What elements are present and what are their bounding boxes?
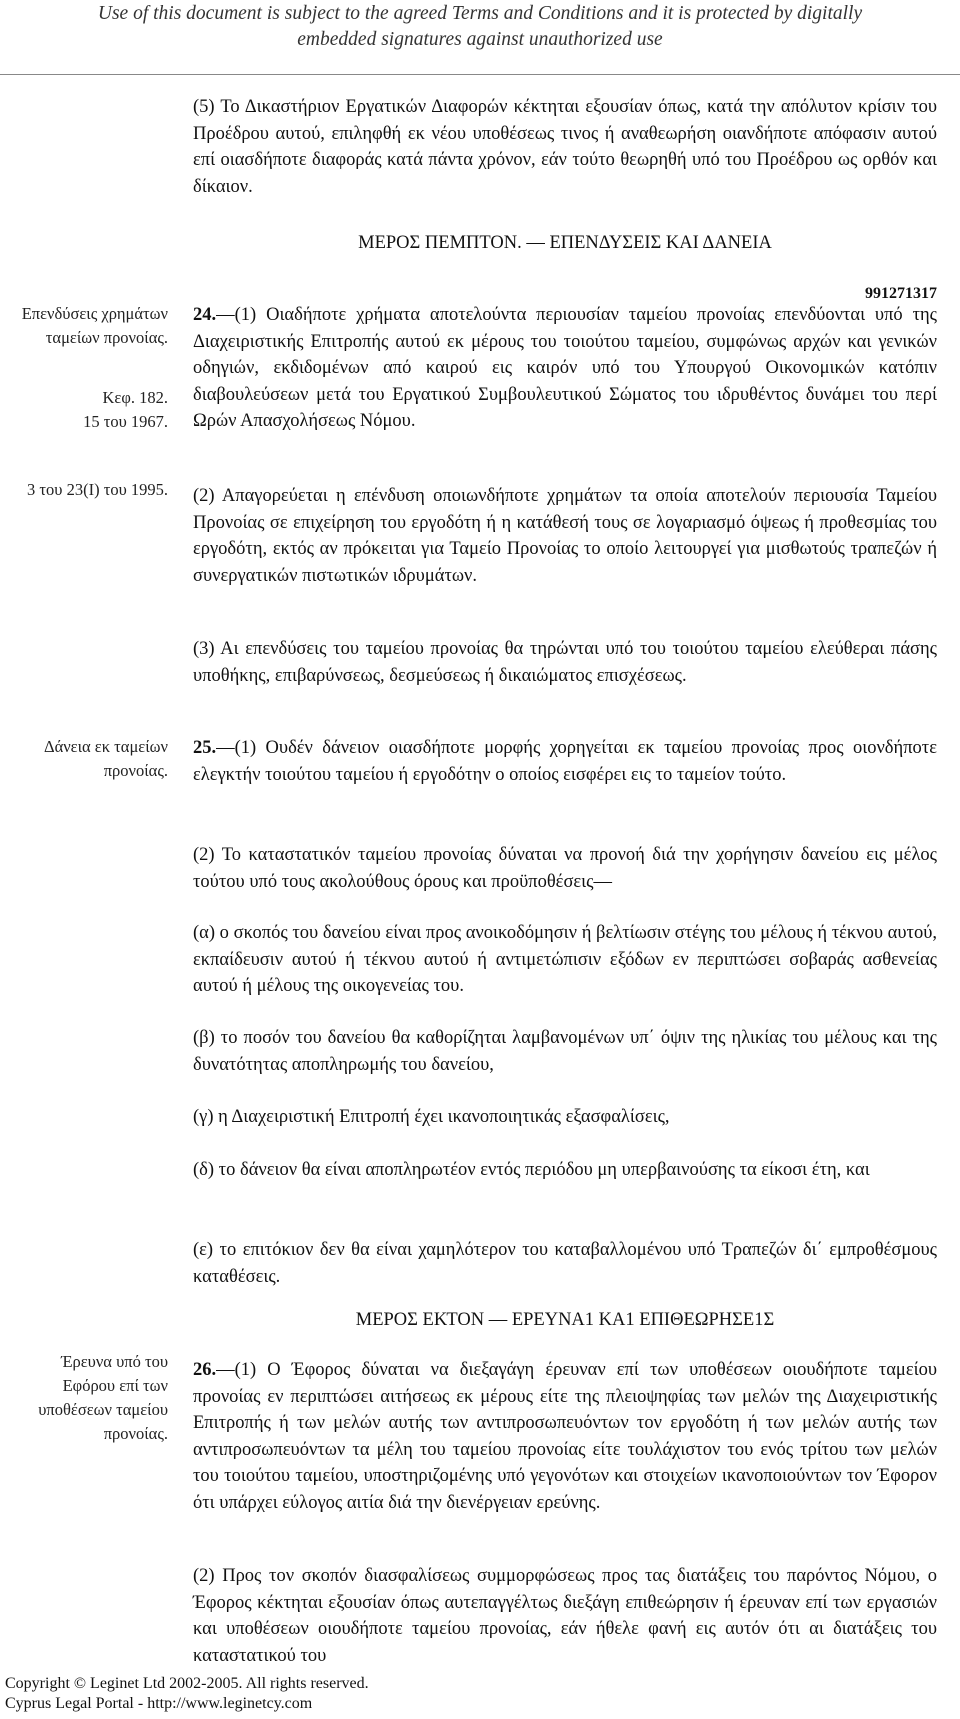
margin-note-loans: Δάνεια εκ ταμείων προνοίας.: [43, 737, 168, 780]
paragraph-5-text: (5) Το Δικαστήριον Εργατικών Διαφορών κέκτηται εξουσίαν όπως, κατά την απόλυτον κρίσιν του Προέδρου αυτού, επιληφθή εκ νέου υποθέσεως τινος ή αναθεωρήση οιανδήποτε απόφασιν αυτού επί οιασδήποτε διαφοράς κατά πάντα χρόνον, εάν τούτο θεωρηθή υπό του Προέδρου ως ορθόν και δίκαιον.: [193, 97, 937, 197]
section-25-item-c: [193, 1104, 937, 1131]
section-25-number: 25.: [193, 738, 217, 758]
footer-copyright: Copyright © Leginet Ltd 2002-2005. All rights reserved.: [5, 1675, 369, 1692]
section-24-p1-text: —(1) Οιαδήποτε χρήματα αποτελούντα περιουσίαν ταμείου προνοίας επενδύονται υπό της Διαχειριστικής Επιτροπής αυτού εκ μέρους του τοιούτου ταμείου, συμφώνως αρχών και γενικών οδηγιών, εκδιδομένων από καιρού εις καιρόν υπό του Υπουργού Οικονομικών κατόπιν διαβουλεύσεων μετά του Εργατικού Συμβουλευτικού Σώματος του ιδρυθέντος δυνάμει του περί Ωρών Απασχολήσεως Νόμου.: [193, 305, 937, 431]
margin-note-law-1995: 3 του 23(Ι) του 1995.: [27, 480, 168, 499]
section-25-paragraph-2: [193, 842, 937, 895]
section-25-item-a: [193, 920, 937, 1000]
footer: [5, 1674, 505, 1714]
section-25-p1-text: —(1) Ουδέν δάνειον οιασδήποτε μορφής χορηγείται εκ ταμείου προνοίας προς οιονδήποτε ελεγκτήν τοιούτου ταμείου ή εργοδότην ο οποίος εισφέρει εις το ταμείον τούτο.: [193, 738, 937, 785]
section-25-b-text: (β) το ποσόν του δανείου θα καθορίζηται λαμβανομένων υπ΄ όψιν της ηλικίας του μέλους και της δυνατότητας αποπληρωμής του δανείου,: [193, 1028, 937, 1075]
section-26-number: 26.: [193, 1360, 217, 1380]
section-24-p2-text: (2) Απαγορεύεται η επένδυση οποιωνδήποτε χρημάτων τα οποία αποτελούν περιουσία Ταμείου Προνοίας σε επιχείρηση του εργοδότη ή η κατάθεσή τους σε λογαριασμό όψεως ή προθεσμίας του εργοδότη, εκτός αν πρόκειται για Ταμείο Προνοίας το οποίο λειτουργεί για μισθωτούς τραπεζών ή συνεργατικών πιστωτικών ιδρυμάτων.: [193, 486, 937, 586]
section-25-e-text: (ε) το επιτόκιον δεν θα είναι χαμηλότερον του καταβαλλομένου υπό Τραπεζών δι΄ εμπροθέσμους καταθέσεις.: [193, 1240, 937, 1287]
margin-note-inspection: Έρευνα υπό του Εφόρου επί των υποθέσεων ταμείου προνοίας.: [38, 1352, 168, 1443]
section-25-item-b: [193, 1025, 937, 1078]
section-26-p1-text: —(1) Ο Έφορος δύναται να διεξαγάγη έρευναν επί των υποθέσεων οιουδήποτε ταμείου προνοίας εν περιπτώσει αιτήσεως εκ μέρους είτε της πλειοψηφίας των μελών της Διαχειριστικής Επιτροπής ή των μελών αυτής των αντιπροσωπευόντων τον εργοδότη ή των μελών αυτής των αντιπροσωπευόντων τα μέλη του ταμείου προνοίας είτε τουλάχιστον του ενός τρίτου των μελών του τοιούτου ταμείου, υποστηριζομένης υπό γεγονότων και στοιχείων ικανοποιούντων τον Έφορον ότι υπάρχει εύλογος αιτία διά την διενέργειαν ερεύνης.: [193, 1360, 937, 1513]
margin-note-law-1967: 15 του 1967.: [83, 412, 168, 431]
section-24-number: 24.: [193, 305, 217, 325]
section-25-a-text: (α) ο σκοπός του δανείου είναι προς ανοικοδόμησιν ή βελτίωσιν στέγης του μέλους ή τέκνου αυτού, εκπαίδευσιν αυτού ή τέκνου αυτού ή αντιμετώπισιν εξόδων εν περιπτώσει σοβαράς ασθενείας αυτού ή μέλους της οικογενείας του.: [193, 923, 937, 996]
margin-note-cap-182: Κεφ. 182.: [102, 388, 168, 407]
section-25-paragraph-1: [193, 735, 937, 788]
banner-line-2: embedded signatures against unauthorized use: [297, 29, 663, 50]
footer-portal: Cyprus Legal Portal - http://www.leginetcy.com: [5, 1695, 313, 1712]
section-25-p2-text: (2) Το καταστατικόν ταμείου προνοίας δύναται να προνοή διά την χορήγησιν δανείου εις μέλος τούτου υπό τους ακολούθους όρους και προϋποθέσεις—: [193, 845, 937, 892]
section-26-paragraph-1: [193, 1357, 937, 1516]
part-six-heading: ΜΕΡΟΣ ΕΚΤΟΝ — ΕΡΕΥΝΑ1 ΚΑ1 ΕΠΙΘΕΩΡΗΣΕ1Σ: [355, 1310, 775, 1330]
banner-divider: [0, 74, 960, 75]
section-24-paragraph-3: [193, 636, 937, 689]
document-number: 991271317: [865, 285, 937, 302]
banner-line-1: Use of this document is subject to the agreed Terms and Conditions and it is protected by digitally: [97, 3, 863, 24]
section-25-d-text: (δ) το δάνειον θα είναι αποπληρωτέον εντός περιόδου μη υπερβαινούσης τα είκοσι έτη, και: [193, 1160, 870, 1180]
margin-note-investments: Επενδύσεις χρημάτων ταμείων προνοίας.: [21, 304, 168, 347]
section-25-c-text: (γ) η Διαχειριστική Επιτροπή έχει ικανοποιητικάς εξασφαλίσεις,: [193, 1107, 670, 1127]
section-24-paragraph-1: [193, 302, 937, 435]
section-25-item-e: [193, 1237, 937, 1290]
section-25-item-d: [193, 1157, 937, 1184]
paragraph-5: [193, 94, 937, 200]
usage-banner: [0, 0, 960, 77]
section-26-paragraph-2: [193, 1563, 937, 1669]
section-26-p2-text: (2) Προς τον σκοπόν διασφαλίσεως συμμορφώσεως προς τας διατάξεις του παρόντος Νόμου, ο Έφορος κέκτηται εξουσίαν όπως αυτεπαγγέλτως διεξάγη επιθεώρησιν ή έρευναν επί των εργασιών και υποθέσεων οιουδήποτε ταμείου προνοίας, εάν ήθελε φανή εις αυτόν ότι αι διατάξεις του καταστατικού του: [193, 1566, 937, 1666]
section-24-p3-text: (3) Αι επενδύσεις του ταμείου προνοίας θα τηρώνται υπό του τοιούτου ταμείου ελεύθεραι πάσης υποθήκης, επιβαρύνσεως, δεσμεύσεως ή δικαιώματος επισχέσεως.: [193, 639, 937, 686]
part-five-heading: ΜΕΡΟΣ ΠΕΜΠΤΟΝ. — ΕΠΕΝΔΥΣΕΙΣ ΚΑΙ ΔΑΝΕΙΑ: [358, 233, 772, 253]
section-24-paragraph-2: [193, 483, 937, 589]
